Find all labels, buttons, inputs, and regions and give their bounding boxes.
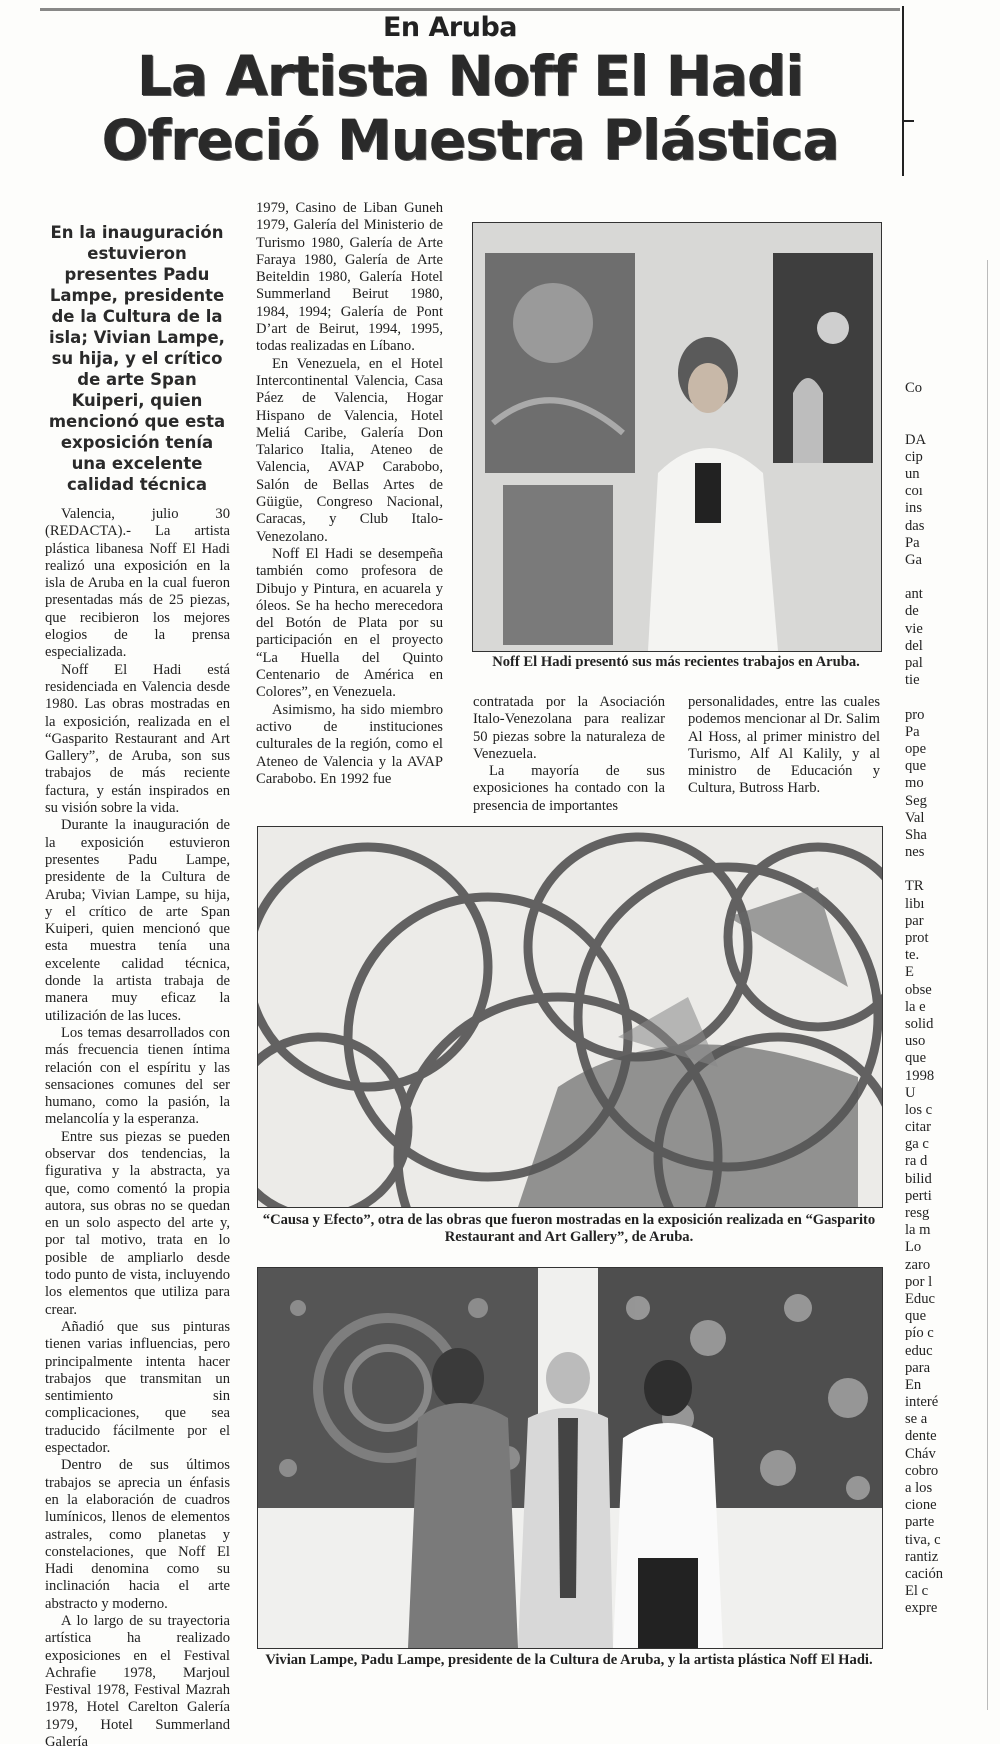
fragment-line: los c [905,1101,933,1118]
fragment-line: un [905,465,920,482]
fragment-line: Sha [905,826,927,843]
fragment-line: se a [905,1411,928,1428]
fragment-line: mo [905,775,924,792]
fragment-line: parte [905,1514,935,1531]
fragment-line: rantiz [905,1548,939,1565]
fragment-line: tiva, c [905,1531,941,1548]
fragment-line: Pa [905,534,920,551]
fragment-line: expre [905,1600,938,1617]
fragment-line [905,414,965,431]
photo-caption-1: Noff El Hadi presentó sus más recientes trabajos en Aruba. [492,654,860,670]
fragment-line: nes [905,844,925,861]
fragment-line: coı [905,483,923,500]
fragment-line [905,569,965,586]
photo-artist-image [473,223,881,651]
fragment-line: te. [905,947,920,964]
fragment-line: a los [905,1480,933,1496]
fragment-line: la e [905,998,926,1015]
paragraph: La mayoría de sus exposiciones ha contado con la presencia de importantes [473,763,665,814]
fragment-line: que [905,1308,927,1325]
fragment-line: El c [905,1583,929,1600]
body-column-4 [688,694,880,798]
fragment-line: par [905,912,924,929]
fragment-line: 1998 [905,1067,935,1084]
paragraph: Asimismo, ha sido miembro activo de instituciones culturales de la región, como el Ateneo de Valencia y la AVAP Carabobo. En 1992 fue [256,701,443,787]
fragment-line: cobro [905,1462,939,1479]
fragment-line: libı [905,895,925,912]
photo-group [257,1267,883,1649]
paragraph: personalidades, entre las cuales podemos mencionar al Dr. Salim Al Hoss, al primer ministro del Turismo, Alf Al Kalily, y al ministro de Educación y Cultura, Butross Harb. [688,694,880,797]
fragment-line: ra d [905,1153,928,1170]
fragment-line: DA [905,431,927,448]
fragment-line: interé [905,1394,939,1411]
paragraph: En Venezuela, en el Hotel Intercontinental Valencia, Casa Páez de Valencia, Hogar Hispano de Valencia, Hotel Meliá Caribe, Galería Don Talarico Italia, Ateneo de Valencia, AVAP Carabobo, Salón de Bellas Artes de Güigüe, Congreso Nacional, Caracas, y Club Italo-Venezolano. [256,355,443,545]
fragment-line: Ga [905,551,923,568]
headline-line-2: Ofreció Muestra Plástica [101,108,839,172]
fragment-line: vie [905,620,923,637]
fragment-line: perti [905,1187,932,1204]
fragment-line: uso [905,1033,926,1050]
fragment-line: E [905,964,914,981]
fragment-line: Seg [905,792,927,809]
fragment-line: Co [905,380,923,396]
fragment-line: pío c [905,1325,934,1342]
fragment-line: das [905,517,925,534]
fragment-line: cione [905,1497,937,1514]
fragment-line: U [905,1084,916,1101]
fragment-line: obse [905,981,932,998]
paragraph: Durante la inauguración de la exposición estuvieron presentes Padu Lampe, presidente de la Cultura de Aruba; Vivian Lampe, su hija, y el crítico de arte Span Kuiperi, quien mencionó que esta muestra tenía una excelente calidad técnica, donde la artista trabaja de manera muy eficaz la utilización de las luces. [45,817,230,1024]
fragment-line: Val [905,809,925,826]
body-column-2 [256,200,443,788]
paragraph: contratada por la Asociación Italo-Venezolana para realizar 50 piezas sobre la naturaleza de Venezuela. [473,694,665,762]
fragment-line: tie [905,672,920,689]
adjacent-article-border [902,6,904,176]
fragment-line: del [905,637,923,654]
fragment-line: cip [905,448,923,465]
fragment-line: citar [905,1119,931,1136]
fragment-line: bilid [905,1170,932,1187]
fragment-line: Educ [905,1290,935,1307]
fragment-line: pal [905,655,923,671]
fragment-line: En [905,1376,922,1393]
fragment-line: ga c [905,1136,929,1153]
fragment-line: ins [905,500,923,517]
body-column-1 [45,506,230,1751]
fold-line [987,260,988,1710]
paragraph: Noff El Hadi se desempeña también como profesora de Dibujo y Pintura, en acuarela y óleos. Se ha hecho merecedora del Botón de Plata por su participación en el proyecto “La Huella del Quinto Centenario de América en Colores”, en Venezuela. [256,545,443,701]
deck-summary: En la inauguración estuvieron presentes Padu Lampe, presidente de la Cultura de la isla; Vivian Lampe, su hija, y el crítico de arte Span Kuiperi, quien mencionó que esta exposición tenía una excelente calidad técnica [48,223,226,494]
fragment-line [905,397,965,414]
adjacent-article-column-fragment [905,380,965,1618]
photo-causa-y-efecto [257,826,883,1208]
adjacent-article-border-tick [902,120,914,122]
section-kicker: En Aruba [382,12,518,43]
fragment-line [905,689,965,706]
fragment-line: Pa [905,723,920,740]
paragraph: A lo largo de su trayectoria artística ha realizado exposiciones en el Festival Achrafie 1978, Marjoul Festival 1978, Festival Mazrah 1978, Hotel Carelton Galería 1979, Hotel Summerland Galería [45,1613,230,1751]
paragraph: 1979, Casino de Liban Guneh 1979, Galería del Ministerio de Turismo 1980, Galería de Arte Faraya 1980, Galería de Arte Beiteldin 1980, Galería Hotel Summerland Beirut 1980, 1984, 1994; Galería de Pont D’art de Beirut, 1994, 1995, todas realizadas en Líbano. [256,200,443,355]
paragraph: Valencia, julio 30 (REDACTA).- La artista plástica libanesa Noff El Hadi realizó una exposición en la isla de Aruba en la cual fueron presentadas más de 25 piezas, que recibieron los mejores elogios de la prensa especializada. [45,506,230,661]
fragment-line: para [905,1359,931,1376]
fragment-line: por l [905,1273,933,1290]
fragment-line: la m [905,1222,931,1239]
fragment-line: educ [905,1342,933,1359]
fragment-line: Lo [905,1239,922,1256]
abstract-circles-painting [258,827,882,1207]
fragment-line: TR [905,878,924,895]
fragment-line: dente [905,1428,937,1445]
fragment-line: ant [905,586,923,603]
fragment-line: solid [905,1015,934,1032]
fragment-line [905,861,965,878]
body-column-3 [473,694,665,815]
fragment-line: de [905,603,919,620]
fragment-line: zaro [905,1256,931,1273]
headline [40,44,900,172]
photo-artist-with-paintings [472,222,882,652]
fragment-line: resg [905,1205,930,1221]
fragment-line: cación [905,1565,944,1582]
photo-caption-3: Vivian Lampe, Padu Lampe, presidente de la Cultura de Aruba, y la artista plástica Noff El Hadi. [265,1652,873,1668]
headline-line-1: La Artista Noff El Hadi [136,44,804,108]
top-rule [40,8,900,11]
fragment-line: que [905,758,927,775]
fragment-line: ope [905,740,927,757]
fragment-line: pro [905,706,925,723]
group-photo-image [258,1268,882,1648]
fragment-line: prot [905,930,929,946]
paragraph: Noff El Hadi está residenciada en Valencia desde 1980. Las obras mostradas en la exposición, realizada en el “Gasparito Restaurant and Art Gallery”, de Aruba, son sus trabajos de más reciente factura, y están inspirados en su visión sobre la vida. [45,661,230,817]
paragraph: Dentro de sus últimos trabajos se aprecia un énfasis en la elaboración de cuadros lumínicos, llenos de elementos astrales, como planetas y constelaciones, que Noff El Hadi denomina como su inclinación hacia el arte abstracto y moderno. [45,1457,230,1612]
paragraph: Los temas desarrollados con más frecuencia tienen íntima relación con el espíritu y las sensaciones comunes del ser humano, como la pasión, la melancolía y la esperanza. [45,1024,230,1128]
paragraph: Añadió que sus pinturas tienen varias influencias, pero principalmente intenta hacer trabajos que transmitan un sentimiento sin complicaciones, que sea traducido fácilmente por el espectador. [45,1318,230,1457]
fragment-line: que [905,1050,927,1067]
fragment-line: Cháv [905,1445,936,1462]
photo-caption-2: “Causa y Efecto”, otra de las obras que fueron mostradas en la exposición realizada en “Gasparito Restaurant and Art Gallery”, de Aruba. [262,1212,876,1245]
paragraph: Entre sus piezas se pueden observar dos tendencias, la figurativa y la abstracta, ya que, como comentó la propia autora, sus obras no se quedan en un solo aspecto del arte y, por tal motivo, trata en lo posible de ampliarlo desde todo punto de vista, incluyendo los elementos que utiliza para crear. [45,1128,230,1318]
